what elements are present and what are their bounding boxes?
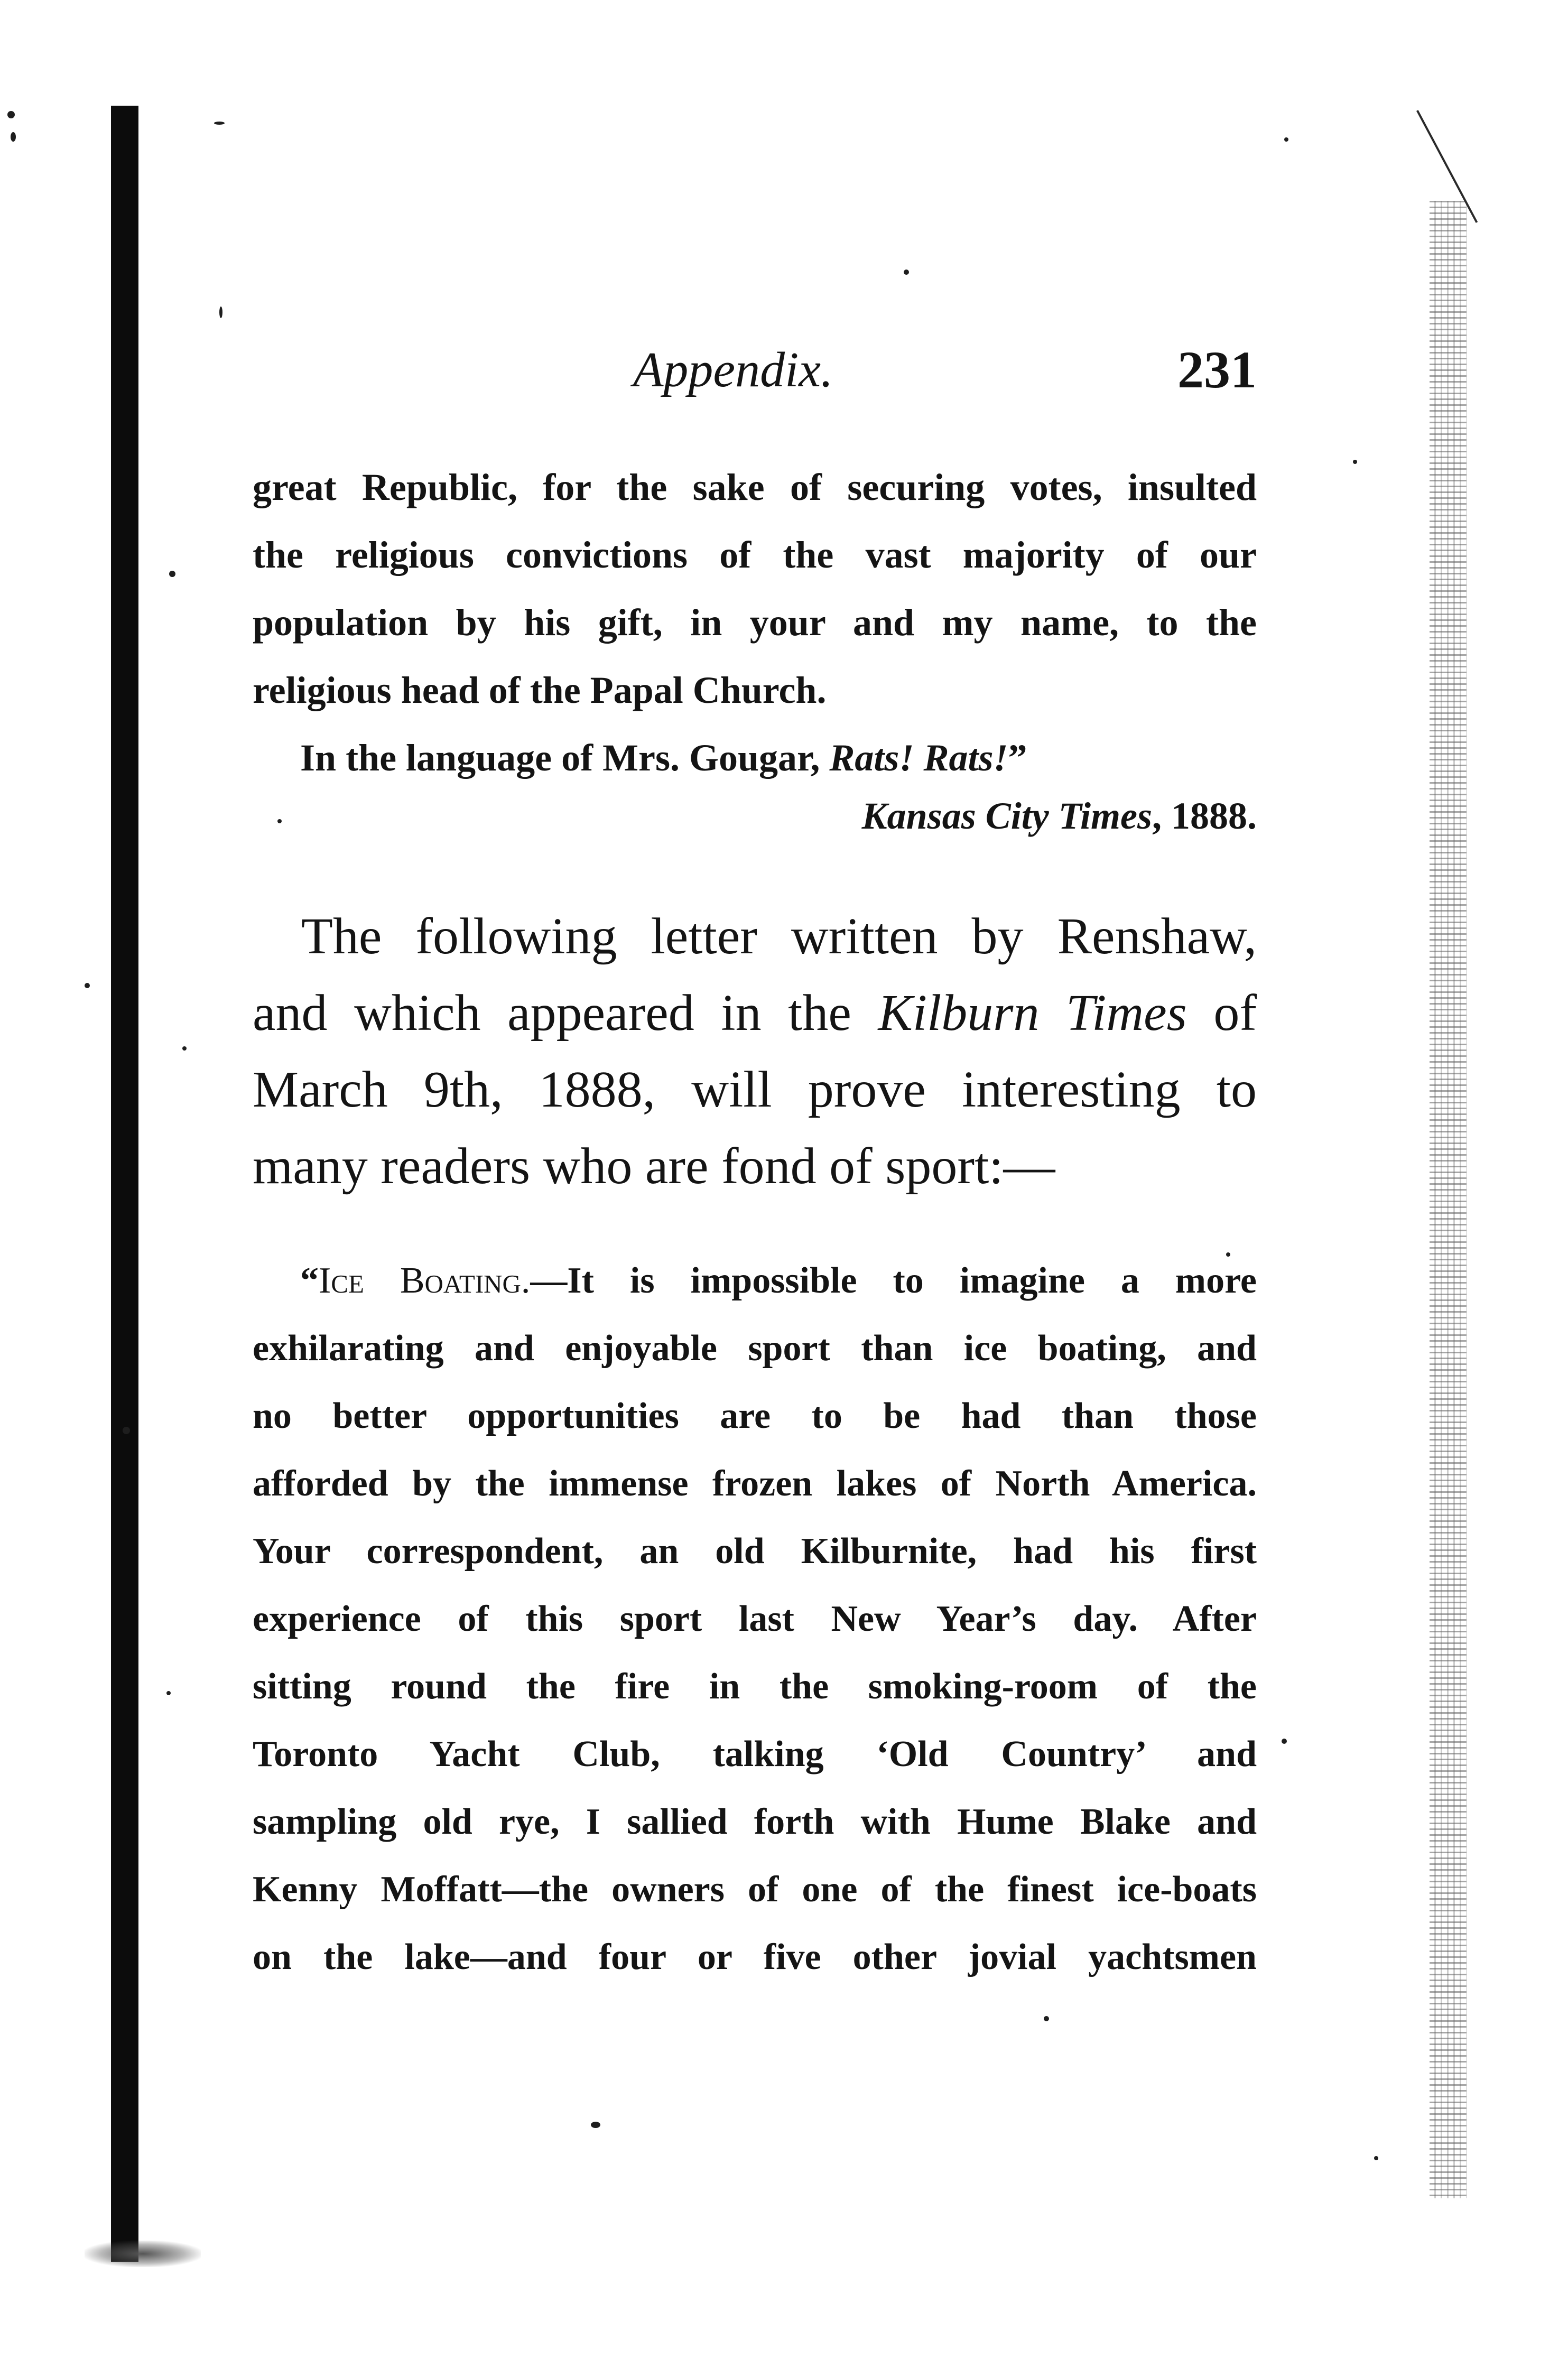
- scan-speck: [214, 122, 225, 125]
- text-line: The following letter written by Renshaw,: [301, 908, 1257, 965]
- text-line: many readers who are fond of sport:—: [253, 1138, 1055, 1195]
- scan-speck: [1353, 460, 1357, 464]
- closing-line-text: In the language of Mrs. Gougar,: [300, 737, 830, 779]
- source-citation: [253, 782, 1257, 850]
- scan-speck: [591, 2122, 600, 2128]
- text-line: exhilarating and enjoyable sport than ice boating, and: [253, 1328, 1257, 1369]
- binding-smudge: [85, 2241, 201, 2267]
- quoted-block: [253, 453, 1257, 792]
- text-line: sampling old rye, I sallied forth with Hume Blake and: [253, 1801, 1257, 1842]
- source-paper: Kansas City Times: [861, 795, 1152, 837]
- scan-speck: [1282, 1739, 1287, 1744]
- binding-edge: [111, 106, 138, 2262]
- scan-speck: [169, 571, 175, 577]
- letter-heading: Ice Boating.: [319, 1260, 531, 1301]
- text-line: population by his gift, in your and my name, to the: [253, 601, 1257, 644]
- scan-speck: [7, 111, 15, 118]
- scan-speck: [85, 983, 90, 988]
- line-text: —It is impossible to imagine a more: [530, 1260, 1257, 1301]
- gutter-noise: [1430, 201, 1467, 2198]
- text-line: the religious convictions of the vast majority of our: [253, 534, 1257, 576]
- scan-speck: [1044, 2016, 1049, 2021]
- text-line: no better opportunities are to be had than those: [253, 1396, 1257, 1436]
- text-line: sitting round the fire in the smoking-room of the: [253, 1666, 1257, 1707]
- text-line: religious head of the Papal Church.: [253, 669, 827, 711]
- text-line: [253, 975, 1257, 1052]
- line-text: of: [1186, 984, 1257, 1042]
- scan-speck: [1284, 137, 1288, 142]
- running-title: Appendix.: [633, 342, 833, 397]
- text-line: Kenny Moffatt—the owners of one of the finest ice-boats: [253, 1869, 1257, 1910]
- scan-speck: [182, 1046, 187, 1051]
- scan-speck: [219, 306, 222, 318]
- newspaper-title: Kilburn Times: [878, 984, 1187, 1042]
- scan-speck: [11, 132, 16, 142]
- scan-speck: [1374, 2156, 1378, 2160]
- letter-body: [253, 1247, 1257, 1991]
- text-line: experience of this sport last New Year’s day. After: [253, 1599, 1257, 1639]
- source-year: , 1888.: [1152, 795, 1257, 837]
- closing-line: [253, 724, 1257, 792]
- text-line: great Republic, for the sake of securing votes, insulted: [253, 466, 1257, 508]
- text-line: Your correspondent, an old Kilburnite, had his first: [253, 1531, 1257, 1572]
- page-number: 231: [1177, 340, 1257, 399]
- closing-quote: ”: [1008, 737, 1027, 779]
- running-head: [253, 338, 1257, 402]
- text-line: Toronto Yacht Club, talking ‘Old Country’ and: [253, 1734, 1257, 1775]
- open-quote: “: [300, 1260, 319, 1301]
- letter-heading-line: [253, 1247, 1257, 1315]
- scan-speck: [166, 1691, 171, 1695]
- scan-speck: [123, 1427, 130, 1434]
- scan-speck: [904, 270, 909, 275]
- text-line: March 9th, 1888, will prove interesting to: [253, 1061, 1257, 1118]
- intro-paragraph: [253, 898, 1257, 1205]
- text-line: afforded by the immense frozen lakes of North America.: [253, 1463, 1257, 1504]
- text-line: on the lake—and four or five other jovial yachtsmen: [253, 1937, 1257, 1977]
- closing-line-emphasis: Rats! Rats!: [829, 737, 1008, 779]
- line-text: and which appeared in the: [253, 984, 878, 1042]
